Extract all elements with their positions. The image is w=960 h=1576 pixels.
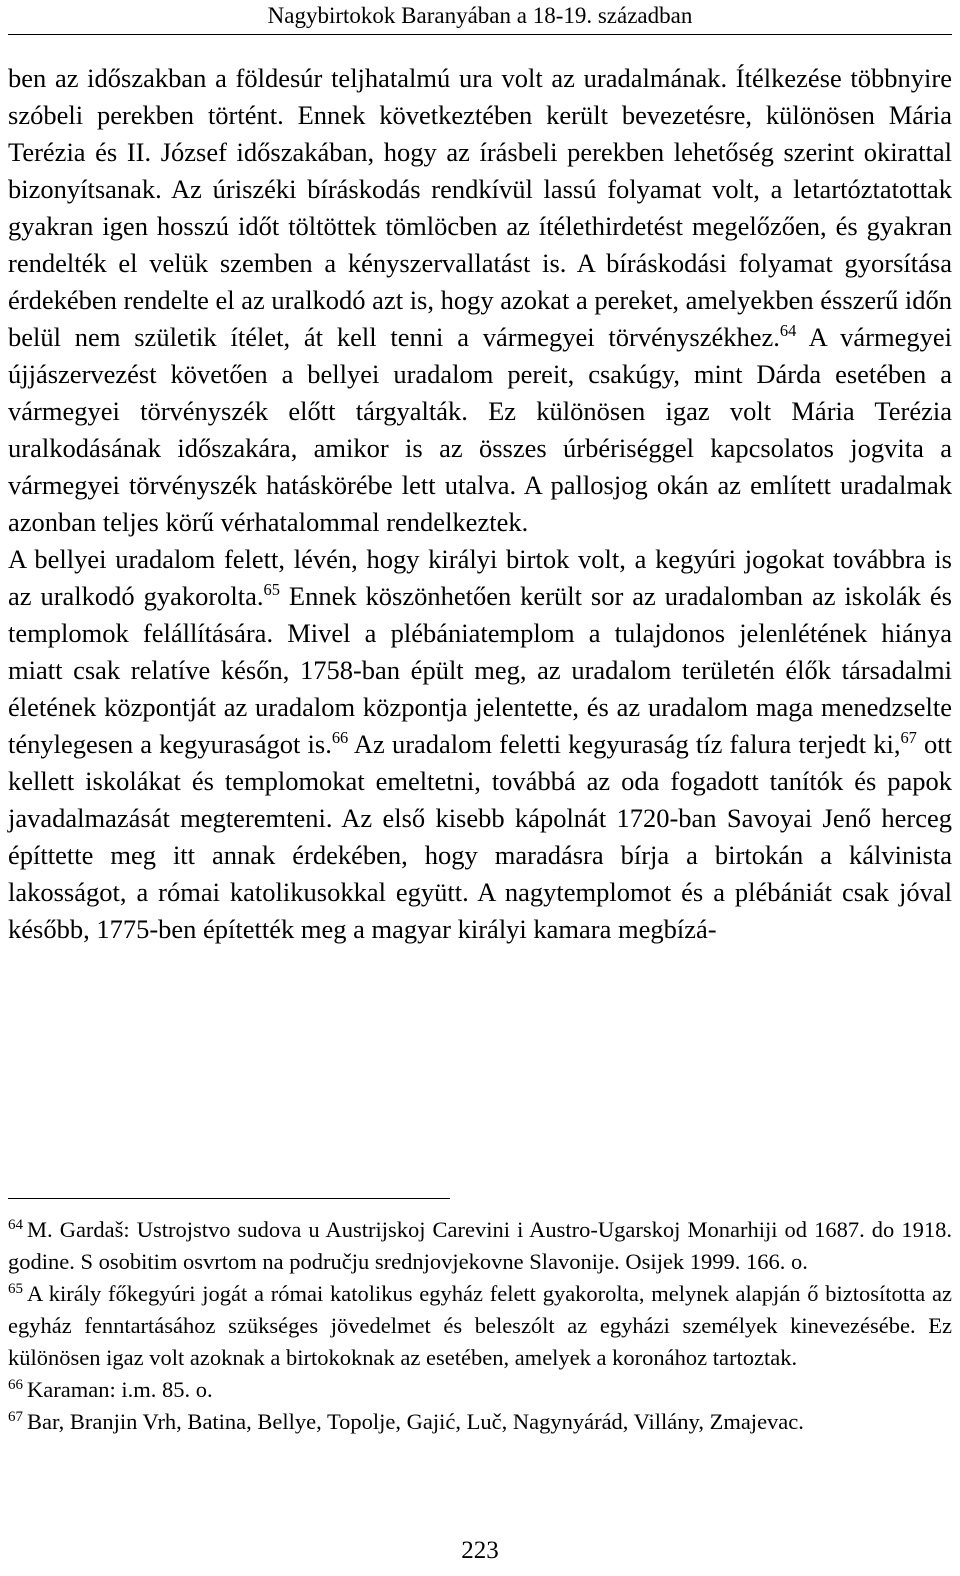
footnotes xyxy=(8,1214,952,1438)
footnote-number: 67 xyxy=(8,1409,23,1425)
footnote-number: 65 xyxy=(8,1281,23,1297)
footnote-67 xyxy=(8,1406,952,1438)
paragraph-1 xyxy=(8,60,952,541)
footnote-ref-67[interactable]: 67 xyxy=(900,727,917,747)
footnote-ref-64[interactable]: 64 xyxy=(779,320,797,340)
paragraph-2-part-4: ott kellett iskolákat és templomokat emeltetni, továbbá az oda fogadott tanítók és papok javadalmazását megteremteni. Az első kisebb kápolnát 1720-ban Savoyai Jenő herceg építtette meg itt annak érdekében, hogy maradásra bírja a birtokán a kálvinista lakosságot, a római katolikusokkal együtt. A nagytemplomot és a plébániát csak jóval később, 1775-ben építették meg a magyar királyi kamara megbízá- xyxy=(8,729,952,944)
paragraph-2 xyxy=(8,541,952,948)
footnote-65 xyxy=(8,1278,952,1374)
header-rule xyxy=(8,34,952,35)
paragraph-1-part-1: ben az időszakban a földesúr teljhatalmú ura volt az uradalmának. Ítélkezése többnyire szóbeli perekben történt. Ennek következtében került bevezetésre, különösen Mária Terézia és II. József időszakában, hogy az írásbeli perekben lehetőség szerint okirattal bizonyítsanak. Az úriszéki bíráskodás rendkívül lassú folyamat volt, a letartóztatottak gyakran igen hosszú időt töltöttek tömlöcben az ítélethirdetést megelőzően, és gyakran rendelték el velük szemben a kényszervallatást is. A bíráskodási folyamat gyorsítása érdekében rendelte el az uralkodó azt is, hogy azokat a pereket, amelyekben ésszerű időn belül nem születik ítélet, át kell tenni a vármegyei törvényszékhez. xyxy=(8,63,952,352)
footnote-text: Bar, Branjin Vrh, Batina, Bellye, Topolje, Gajić, Luč, Nagynyárád, Villány, Zmajevac. xyxy=(27,1409,804,1434)
footnote-text: Karaman: i.m. 85. o. xyxy=(27,1377,213,1402)
footnote-number: 66 xyxy=(8,1377,23,1393)
paragraph-2-part-2: Ennek köszönhetően került sor az uradalomban az iskolák és templomok felállítására. Mivel a plébániatemplom a tulajdonos jelenlétének hiánya miatt csak relatíve későn, 1758-ban épült meg, az uradalom területén élők társadalmi életének központját az uradalom központja jelentette, és az uradalom maga menedzselte ténylegesen a kegyuraságot is. xyxy=(8,581,952,759)
footnote-ref-65[interactable]: 65 xyxy=(263,579,280,599)
footnote-64 xyxy=(8,1214,952,1278)
body-text xyxy=(8,60,952,948)
footnote-text: A király főkegyúri jogát a római katolikus egyház felett gyakorolta, melynek alapján ő biztosította az egyház fenntartásához szükséges jövedelmet és beleszólt az egyházi személyek kinevezésébe. Ez különösen igaz volt azoknak a birtokoknak az esetében, amelyek a koronához tartoztak. xyxy=(8,1281,952,1370)
paragraph-1-part-2: A vármegyei újjászervezést követően a bellyei uradalom pereit, csakúgy, mint Dárda esetében a vármegyei törvényszék előtt tárgyalták. Ez különösen igaz volt Mária Terézia uralkodásának időszakára, amikor is az összes úrbériséggel kapcsolatos jogvita a vármegyei törvényszék hatáskörébe lett utalva. A pallosjog okán az említett uradalmak azonban teljes körű vérhatalommal rendelkeztek. xyxy=(8,322,952,537)
paragraph-2-part-1: A bellyei uradalom felett, lévén, hogy királyi birtok volt, a kegyúri jogokat továbbra is az uralkodó gyakorolta. xyxy=(8,544,952,611)
paragraph-2-part-3: Az uradalom feletti kegyuraság tíz falura terjedt ki, xyxy=(348,729,901,759)
footnote-ref-66[interactable]: 66 xyxy=(331,727,349,747)
footnote-66 xyxy=(8,1374,952,1406)
footnote-text: M. Gardaš: Ustrojstvo sudova u Austrijskoj Carevini i Austro-Ugarskoj Monarhiji od 1687. do 1918. godine. S osobitim osvrtom na području srednjovjekovne Slavonije. Osijek 1999. 166. o. xyxy=(8,1217,952,1274)
page-number: 223 xyxy=(461,1537,499,1564)
footnote-number: 64 xyxy=(8,1217,23,1233)
running-header: Nagybirtokok Baranyában a 18-19. században xyxy=(267,3,693,28)
footnote-separator xyxy=(8,1198,450,1199)
